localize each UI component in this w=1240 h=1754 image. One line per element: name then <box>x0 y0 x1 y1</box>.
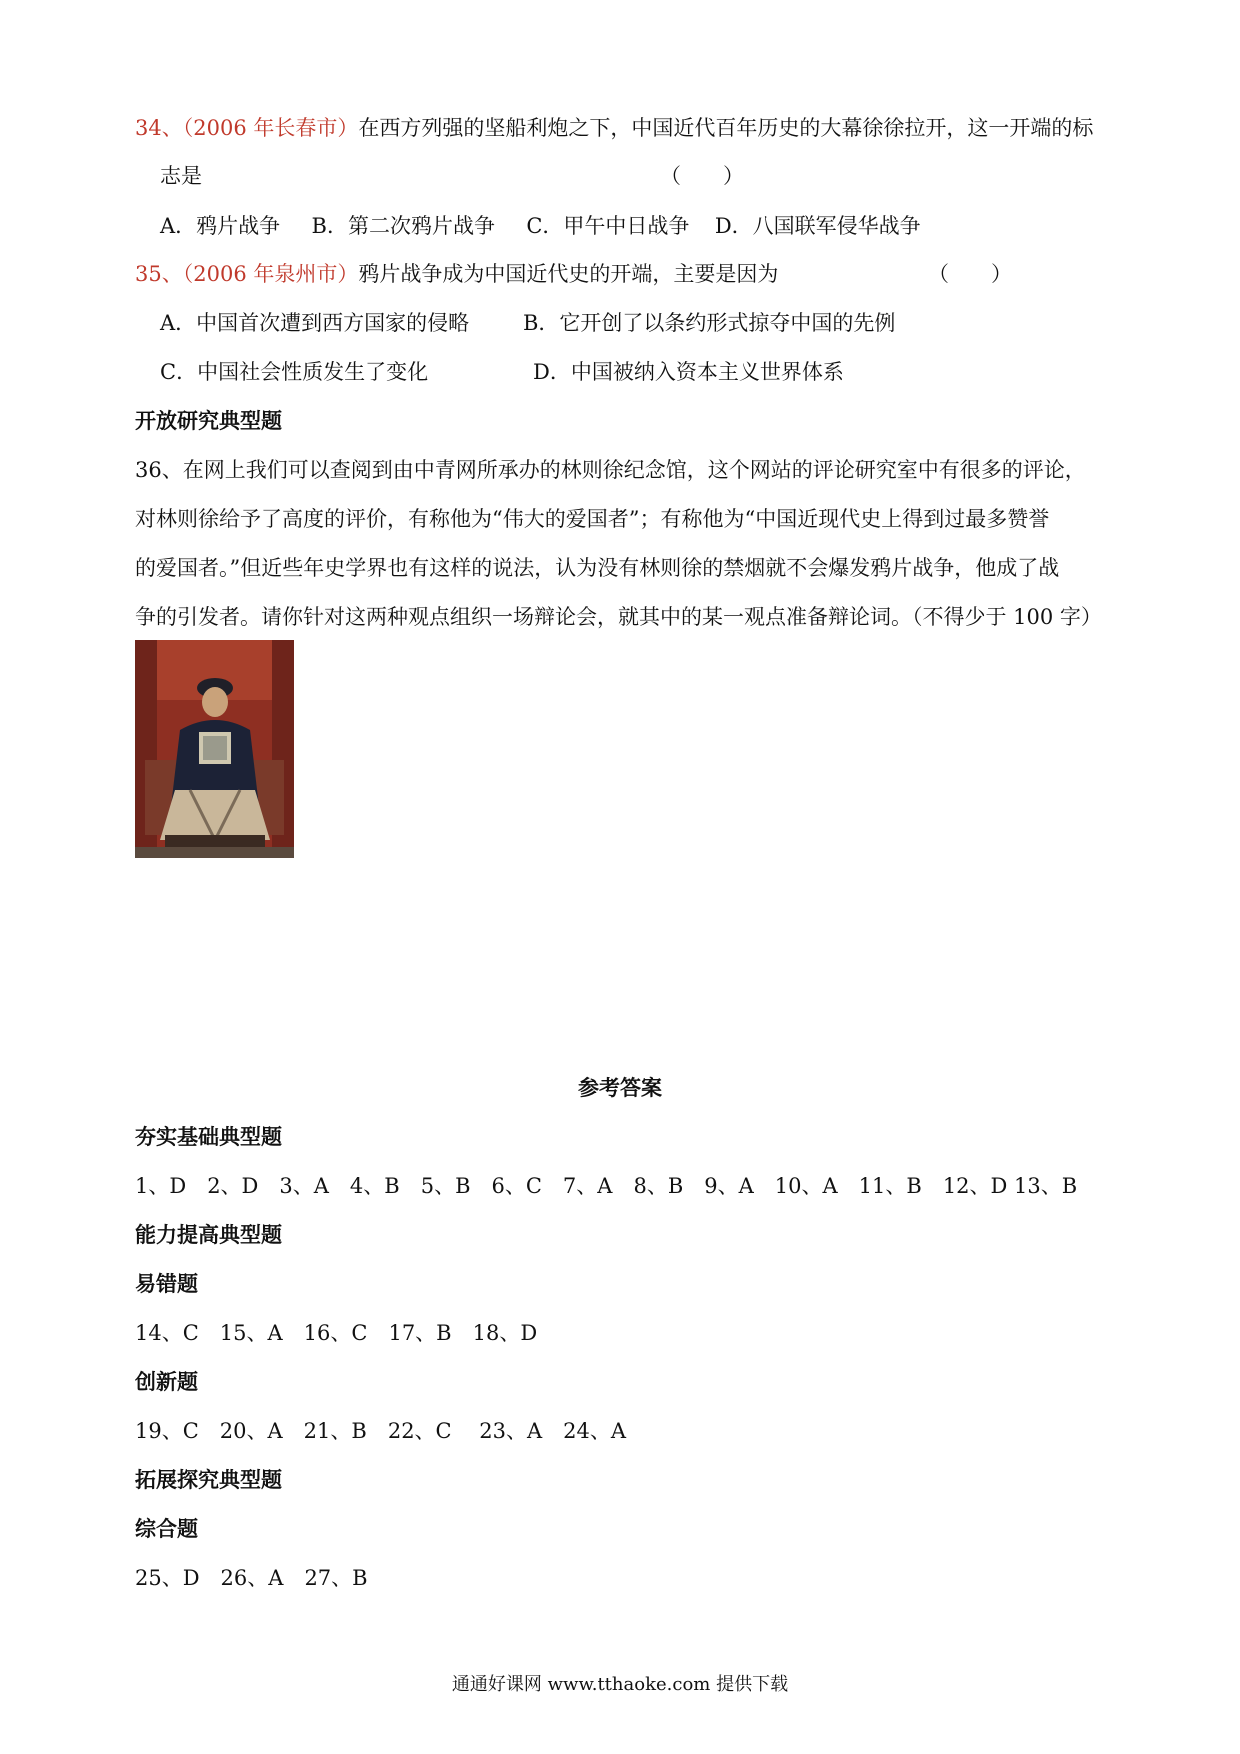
q34-option-d: D．八国联军侵华战争 <box>714 214 921 238</box>
q35-option-d: D．中国被纳入资本主义世界体系 <box>533 360 844 384</box>
q35-stem: 鸦片战争成为中国近代史的开端，主要是因为 <box>358 262 779 286</box>
answer-heading-6: 综合题 <box>135 1516 198 1541</box>
answer-heading-4: 创新题 <box>135 1369 198 1394</box>
q36-line-1: 36、在网上我们可以查阅到由中青网所承办的林则徐纪念馆，这个网站的评论研究室中有很多的评论， <box>135 458 1086 482</box>
q35-option-a: A．中国首次遭到西方国家的侵略 <box>160 311 470 335</box>
answer-heading-2: 能力提高典型题 <box>135 1222 282 1247</box>
q34-number: 34、 <box>135 116 183 140</box>
page-footer: 通通好课网 www.tthaoke.com 提供下载 <box>451 1674 789 1695</box>
answer-heading-1: 夯实基础典型题 <box>135 1124 282 1149</box>
q35-bracket: （ ） <box>928 262 1012 286</box>
answer-list-6: 25、D 26、A 27、B <box>135 1566 368 1590</box>
answer-key-title: 参考答案 <box>578 1075 662 1100</box>
q35-option-c: C．中国社会性质发生了变化 <box>160 360 429 384</box>
q36-line-2: 对林则徐给予了高度的评价，有称他为“伟大的爱国者”；有称他为“中国近现代史上得到过最多赞誉 <box>135 507 1050 531</box>
q35-line1 <box>135 258 778 288</box>
answer-list-4: 19、C 20、A 21、B 22、C 23、A 24、A <box>135 1419 627 1443</box>
answer-heading-5: 拓展探究典型题 <box>135 1467 282 1492</box>
q35-source: （2006 年泉州市） <box>182 262 359 286</box>
answer-list-3: 14、C 15、A 16、C 17、B 18、D <box>135 1321 538 1345</box>
q34-option-c: C．甲午中日战争 <box>526 214 690 238</box>
q34-stem-cont: 志是 <box>160 164 202 188</box>
q34-option-b: B．第二次鸦片战争 <box>311 214 495 238</box>
q34-option-a: A．鸦片战争 <box>160 214 281 238</box>
open-research-heading: 开放研究典型题 <box>135 408 282 433</box>
q34-line1 <box>135 112 1093 142</box>
q35-option-b: B．它开创了以条约形式掠夺中国的先例 <box>523 311 896 335</box>
answer-list-1: 1、D 2、D 3、A 4、B 5、B 6、C 7、A 8、B 9、A 10、A 11、B 12、D 13、B <box>135 1174 1078 1198</box>
q34-options <box>160 210 921 240</box>
q34-stem: 在西方列强的坚船利炮之下，中国近代百年历史的大幕徐徐拉开，这一开端的标 <box>358 116 1094 140</box>
q36-line-4: 争的引发者。请你针对这两种观点组织一场辩论会，就其中的某一观点准备辩论词。（不得少于 100 字） <box>135 605 1102 629</box>
q36-line-3: 的爱国者。”但近些年史学界也有这样的说法，认为没有林则徐的禁烟就不会爆发鸦片战争，他成了战 <box>135 556 1060 580</box>
lin-zexu-portrait-image <box>135 640 294 858</box>
q35-number: 35、 <box>135 262 183 286</box>
q34-source: （2006 年长春市） <box>182 116 359 140</box>
answer-heading-3: 易错题 <box>135 1271 198 1296</box>
q34-bracket: （ ） <box>660 164 744 188</box>
